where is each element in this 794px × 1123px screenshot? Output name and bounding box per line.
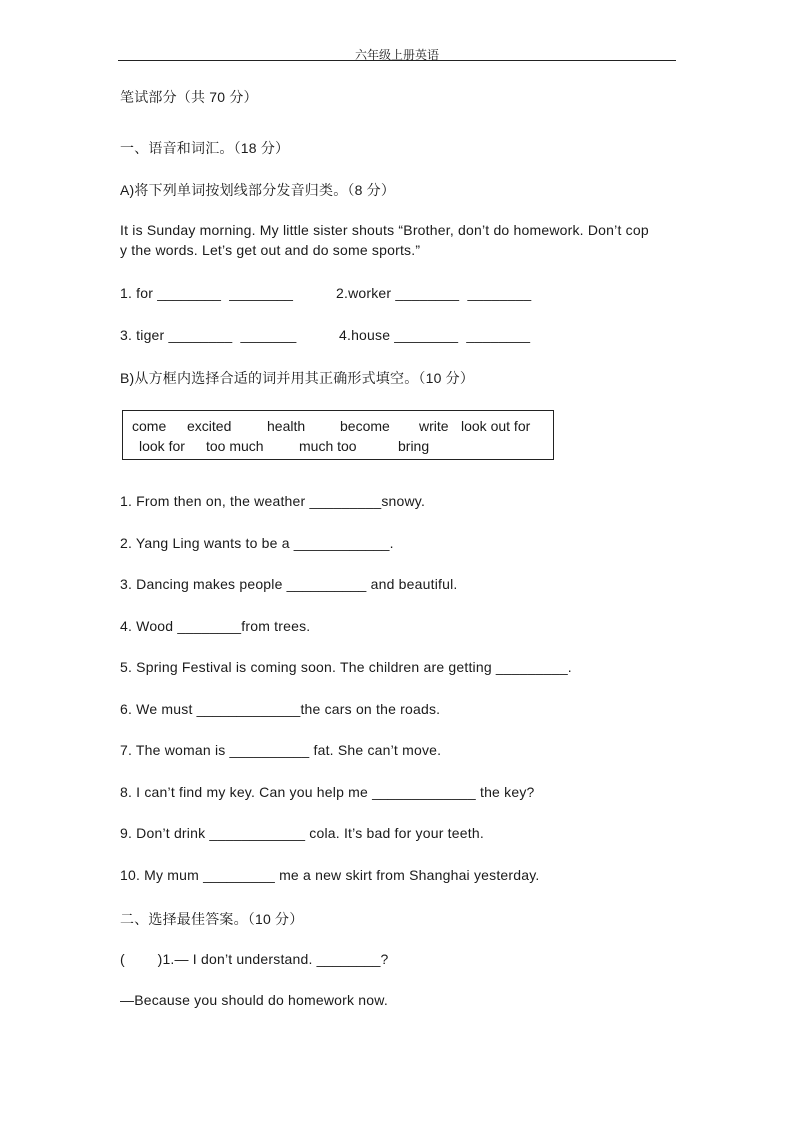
word-bank-item: become [340,418,390,434]
partA-item-3: 3. tiger ________ _______ [120,327,297,343]
word-bank-item: bring [398,438,430,454]
partB-title: B)从方框内选择合适的词并用其正确形式填空。（10 分） [120,370,475,386]
section2-question-1: ( )1.— I don’t understand. ________? [120,951,389,967]
word-bank-item: look out for [461,418,531,434]
partA-title: A)将下列单词按划线部分发音归类。（8 分） [120,182,396,198]
partB-question-4: 4. Wood ________from trees. [120,618,311,634]
partA-item-4: 4.house ________ ________ [339,327,531,343]
section1-title: 一、语音和词汇。（18 分） [120,140,290,156]
partA-item-1: 1. for ________ ________ [120,285,294,301]
partB-question-8: 8. I can’t find my key. Can you help me _____________ the key? [120,784,535,800]
partB-question-10: 10. My mum _________ me a new skirt from Shanghai yesterday. [120,867,540,883]
partB-question-1: 1. From then on, the weather _________snowy. [120,493,426,509]
word-bank-item: write [419,418,449,434]
word-bank-box [122,410,554,460]
partB-question-7: 7. The woman is __________ fat. She can’t move. [120,742,442,758]
written-part-heading: 笔试部分（共 70 分） [120,89,258,105]
partA-item-2: 2.worker ________ ________ [336,285,532,301]
section2-question-1-response: —Because you should do homework now. [120,992,388,1008]
word-bank-item: too much [206,438,264,454]
partA-passage-line1: It is Sunday morning. My little sister shouts “Brother, don’t do homework. Don’t cop [120,222,649,238]
partB-question-3: 3. Dancing makes people __________ and beautiful. [120,576,458,592]
page-header-title: 六年级上册英语 [354,48,439,62]
word-bank-item: health [267,418,306,434]
word-bank-item: excited [187,418,232,434]
partB-question-5: 5. Spring Festival is coming soon. The children are getting _________. [120,659,572,675]
partB-question-9: 9. Don’t drink ____________ cola. It’s bad for your teeth. [120,825,484,841]
partB-question-6: 6. We must _____________the cars on the roads. [120,701,441,717]
partA-passage-line2: y the words. Let’s get out and do some sports.” [120,242,421,258]
word-bank-item: much too [299,438,357,454]
section2-title: 二、选择最佳答案。（10 分） [120,911,304,927]
word-bank-item: come [132,418,167,434]
word-bank-item: look for [139,438,185,454]
partB-question-2: 2. Yang Ling wants to be a ____________. [120,535,394,551]
header-rule [118,60,676,61]
